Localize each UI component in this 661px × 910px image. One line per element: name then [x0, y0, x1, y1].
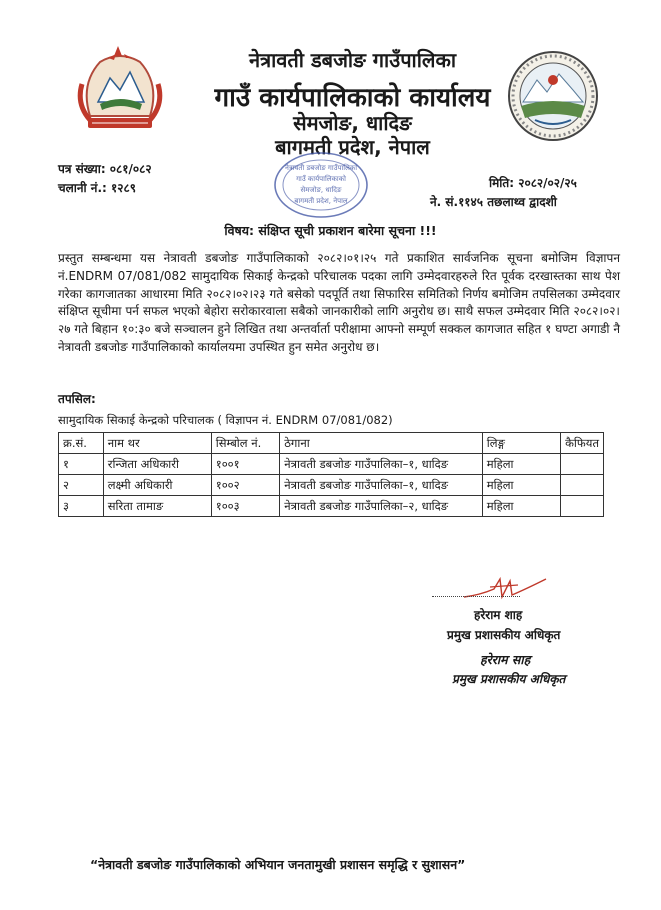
stamp-line-2: गाउँ कार्यपालिकाको — [296, 175, 346, 183]
cell-name: लक्ष्मी अधिकारी — [103, 475, 211, 496]
dispatch-number: चलानी नं.: १२८९ — [58, 181, 136, 195]
cell-gender: महिला — [482, 475, 560, 496]
signatory-name: हरेराम शाह — [474, 608, 523, 622]
cell-address: नेत्रावती डबजोङ गाउँपालिका–२, धादिङ — [280, 496, 483, 517]
cell-remarks — [561, 454, 604, 475]
cell-remarks — [561, 496, 604, 517]
cell-serial: १ — [59, 454, 104, 475]
cell-serial: २ — [59, 475, 104, 496]
cell-serial: ३ — [59, 496, 104, 517]
cell-gender: महिला — [482, 454, 560, 475]
stamp-line-3: सेमजोङ, धादिङ — [300, 186, 342, 194]
col-symbol: सिम्बोल नं. — [211, 433, 280, 454]
nepal-sambat-date: ने. सं.११४५ तछलाथ्व द्वादशी — [430, 195, 557, 209]
office-stamp-icon — [272, 150, 370, 220]
cell-gender: महिला — [482, 496, 560, 517]
col-serial: क्र.सं. — [59, 433, 104, 454]
office-location: सेमजोङ, धादिङ — [293, 111, 412, 135]
reference-number: पत्र संख्या: ०८१/०८२ — [58, 162, 152, 176]
title-stamp: प्रमुख प्रशासकीय अधिकृत — [452, 672, 566, 686]
notice-subject: विषय: संक्षिप्त सूची प्रकाशन बारेमा सूचना !!! — [224, 223, 437, 238]
office-name: गाउँ कार्यपालिकाको कार्यालय — [214, 83, 491, 113]
letter-date: मिति: २०८२/०२/२५ — [489, 176, 577, 190]
table-row — [59, 475, 604, 496]
shortlist-table — [58, 432, 604, 517]
table-row — [59, 496, 604, 517]
cell-name: रन्जिता अधिकारी — [103, 454, 211, 475]
col-name: नाम थर — [103, 433, 211, 454]
col-remarks: कैफियत — [561, 433, 604, 454]
notice-body: प्रस्तुत सम्बन्धमा यस नेत्रावती डबजोङ गाउँपालिकाको २०८२।०१।२५ गते प्रकाशित सार्वजनिक सूचना बमोजिम विज्ञापन नं.ENDRM 07/081/082 सामुदायिक सिकाई केन्द्रको परिचालक पदका लागि उम्मेदवारहरुले रित पूर्वक दरखास्तका साथ पेश गरेका कागजातका आधारमा मिति २०८२।०२।२३ गते बसेको पदपूर्ति तथा सिफारिस समितिको निर्णय बमोजिम तपसिलका उम्मेदवार संक्षिप्त सूचीमा पर्न सफल भएको बेहोरा सरोकारवाला सबैको जानकारीको लागि अनुरोध छ। साथै सफल उम्मेदवार मिति २०८२।०२।२७ गते बिहान १०:३० बजे सञ्चालन हुने लिखित तथा अन्तर्वार्ता परीक्षामा आफ्नो सम्पूर्ण सक्कल कागजात सहित १ घण्टा अगाडी नै नेत्रावती डबजोङ गाउँपालिकाको कार्यालयमा उपस्थित हुन समेत अनुरोध छ। — [58, 251, 620, 354]
stamp-line-4: बागमती प्रदेश, नेपाल — [294, 197, 348, 205]
stamp-line-1: नेत्रावती डबजोङ गाउँपालिका — [284, 164, 358, 172]
footer-slogan: “नेत्रावती डबजोङ गाउँपालिकाको अभियान जनतामुखी प्रशासन समृद्धि र सुशासन” — [90, 857, 466, 872]
signatory-title: प्रमुख प्रशासकीय अधिकृत — [447, 628, 561, 642]
name-stamp: हरेराम साह — [480, 652, 531, 667]
office-province: बागमती प्रदेश, नेपाल — [275, 135, 430, 159]
signature-line — [432, 596, 520, 597]
table-row — [59, 454, 604, 475]
cell-symbol: १००२ — [211, 475, 280, 496]
col-address: ठेगाना — [280, 433, 483, 454]
col-gender: लिङ्ग — [482, 433, 560, 454]
cell-name: सरिता तामाङ — [103, 496, 211, 517]
cell-address: नेत्रावती डबजोङ गाउँपालिका–१, धादिङ — [280, 475, 483, 496]
cell-symbol: १००३ — [211, 496, 280, 517]
table-caption: सामुदायिक सिकाई केन्द्रको परिचालक ( विज्ञापन नं. ENDRM 07/081/082) — [58, 413, 393, 427]
signature-icon — [460, 575, 550, 605]
table-header-row — [59, 433, 604, 454]
municipality-name: नेत्रावती डबजोङ गाउँपालिका — [248, 48, 457, 72]
cell-remarks — [561, 475, 604, 496]
cell-address: नेत्रावती डबजोङ गाउँपालिका–१, धादिङ — [280, 454, 483, 475]
cell-symbol: १००१ — [211, 454, 280, 475]
details-label: तपसिल: — [58, 392, 96, 406]
